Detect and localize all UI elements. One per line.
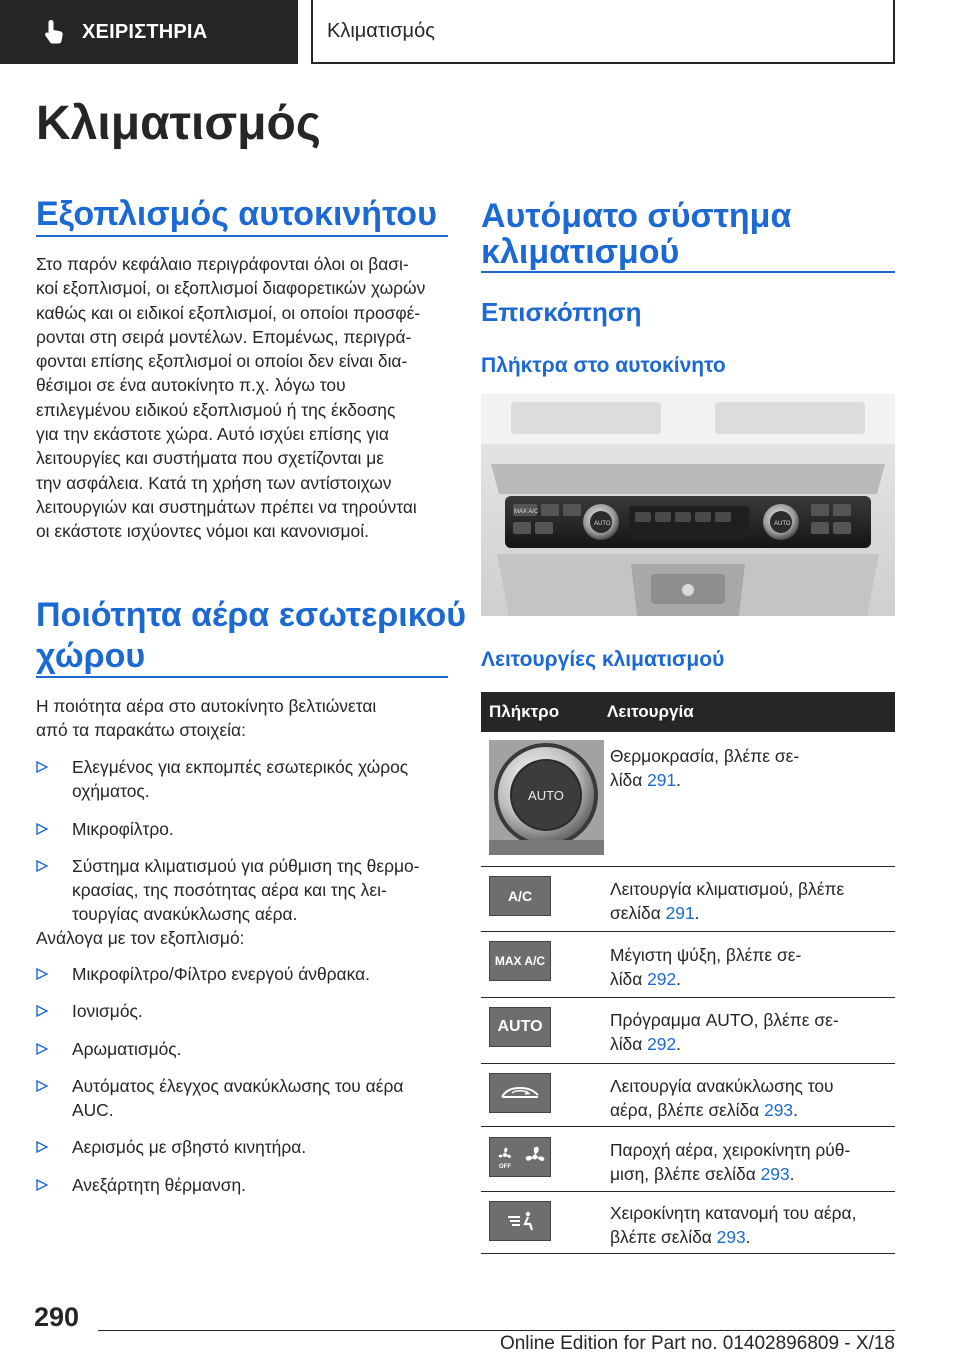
list-item-line: Αερισμός με σβηστό κινητήρα. <box>72 1137 307 1158</box>
table-header-key: Πλήκτρο <box>489 702 560 721</box>
description-suffix: . <box>676 1034 681 1055</box>
section-divider <box>36 676 448 678</box>
list-item <box>36 1173 456 1197</box>
triangle-bullet-icon <box>36 968 48 980</box>
list-item-line: Σύστημα κλιματισμού για ρύθμιση της θερμο- <box>72 855 420 876</box>
section-heading-auto-climate-2: κλιματισμού <box>481 233 680 271</box>
photo-auto-label-right: AUTO <box>774 521 791 527</box>
table-row <box>481 932 895 998</box>
description-line: Πρόγραμμα AUTO, βλέπε σε- <box>610 1010 839 1030</box>
auto-button-icon <box>489 1007 551 1047</box>
list-item <box>36 1037 456 1061</box>
list-item-line: οχήματος. <box>72 781 150 802</box>
description-line <box>610 1162 895 1186</box>
paragraph-line: λειτουργίες και συστήματα που σχετίζονται με <box>36 448 384 469</box>
paragraph-line: φονται επίσης εξοπλισμοί οι οποίοι δεν είναι δια- <box>36 351 408 372</box>
ac-button-icon <box>489 876 551 916</box>
triangle-bullet-icon <box>36 823 48 835</box>
description-text: λίδα <box>610 770 648 791</box>
list-item <box>36 1074 456 1123</box>
description-suffix: . <box>745 1227 751 1248</box>
description-line: Λειτουργία κλιματισμού, βλέπε <box>610 879 845 899</box>
paragraph-line: την ασφάλεια. Κατά τη χρήση των αντίστοιχων <box>36 472 392 493</box>
triangle-bullet-icon <box>36 1005 48 1017</box>
optional-list <box>36 962 456 1210</box>
table-row <box>481 1192 895 1254</box>
list-item-line: Ελεγμένος για εκπομπές εσωτερικός χώρος <box>72 757 409 777</box>
triangle-bullet-icon <box>36 1179 48 1191</box>
list-item-line: κρασίας, της ποσότητας αέρα και της λει- <box>72 880 387 901</box>
page-link[interactable]: 292 <box>647 969 677 990</box>
page-link[interactable]: 291 <box>647 770 677 791</box>
paragraph-line: επιλεγμένου ειδικού εξοπλισμού ή της έκδοσης <box>36 399 396 420</box>
photo-max-ac-label: MAX A/C <box>514 509 539 515</box>
function-description <box>610 943 895 992</box>
photo-auto-label-left: AUTO <box>594 521 611 527</box>
functions-heading: Λειτουργίες κλιματισμού <box>481 648 725 671</box>
description-text: μιση, βλέπε σελίδα <box>610 1164 761 1185</box>
description-suffix: . <box>676 969 681 990</box>
max-ac-button-label: MAX A/C <box>494 954 546 968</box>
section-heading-equipment: Εξοπλισμός αυτοκινήτου <box>36 195 437 233</box>
triangle-bullet-icon <box>36 761 48 773</box>
fan-off-label: OFF <box>499 1164 511 1170</box>
description-text: βλέπε σελίδα <box>610 1227 717 1248</box>
breadcrumb-text: Κλιματισμός <box>327 20 435 42</box>
description-line <box>610 1098 895 1122</box>
climate-panel-illustration <box>481 394 895 616</box>
page-link[interactable]: 293 <box>716 1227 746 1248</box>
air-quality-list <box>36 755 456 940</box>
max-ac-button-icon <box>489 941 551 981</box>
description-line: Θερμοκρασία, βλέπε σε- <box>610 746 800 766</box>
triangle-bullet-icon <box>36 1141 48 1153</box>
auto-button-label: AUTO <box>497 1018 543 1035</box>
description-line: Λειτουργία ανακύκλωσης του <box>610 1076 834 1096</box>
section-divider <box>36 235 448 237</box>
section-heading-auto-climate-1: Αυτόματο σύστημα <box>481 197 792 235</box>
description-text: λίδα <box>610 1034 648 1055</box>
table-row <box>481 998 895 1064</box>
section-divider <box>481 271 895 273</box>
list-item-line: Μικροφίλτρο. <box>72 818 174 839</box>
optional-intro: Ανάλογα με τον εξοπλισμό: <box>36 928 245 948</box>
description-line <box>610 1032 895 1056</box>
auto-knob-label: AUTO <box>528 788 564 803</box>
list-item <box>36 755 456 804</box>
table-header <box>481 692 895 732</box>
paragraph-line: καθώς και οι ειδικοί εξοπλισμοί, οι οποίοι προσφέ- <box>36 302 421 323</box>
list-item-line: Ιονισμός. <box>72 1001 143 1022</box>
table-row <box>481 732 895 867</box>
header-section-tab[interactable] <box>0 0 298 64</box>
intro-line: Η ποιότητα αέρα στο αυτοκίνητο βελτιώνεται <box>36 696 377 716</box>
climate-panel-photo <box>481 394 895 616</box>
buttons-heading: Πλήκτρα στο αυτοκίνητο <box>481 354 726 377</box>
page-link[interactable]: 293 <box>760 1164 790 1185</box>
edition-footer: Online Edition for Part no. 01402896809 - X/18 <box>499 1333 895 1354</box>
fan-large-icon <box>522 1144 548 1170</box>
paragraph-line: οι εκάστοτε ισχύοντες νόμοι και κανονισμοί. <box>36 521 369 542</box>
footer-divider <box>98 1330 895 1331</box>
section-heading-air-quality-1: Ποιότητα αέρα εσωτερικού <box>36 596 467 634</box>
page-link[interactable]: 293 <box>764 1100 794 1121</box>
list-item <box>36 962 456 986</box>
equipment-paragraph <box>36 252 456 544</box>
fan-speed-icon <box>489 1137 551 1177</box>
page-number: 290 <box>34 1302 80 1332</box>
paragraph-line: κοί εξοπλισμοί, οι εξοπλισμοί διαφορετικών χωρών <box>36 278 426 299</box>
description-suffix: . <box>793 1100 798 1121</box>
description-suffix: . <box>676 770 681 791</box>
function-description <box>610 1074 895 1123</box>
list-item <box>36 1135 456 1159</box>
list-item-line: Αυτόματος έλεγχος ανακύκλωσης του αέρα <box>72 1075 404 1096</box>
recirculation-icon <box>489 1073 551 1113</box>
table-row <box>481 867 895 932</box>
auto-knob-icon <box>489 740 604 860</box>
description-text: σελίδα <box>610 903 666 924</box>
description-line <box>610 1225 895 1249</box>
list-item-line: AUC. <box>72 1100 114 1121</box>
air-quality-intro <box>36 694 456 743</box>
description-line <box>610 768 895 792</box>
paragraph-line: θέσιμοι σε ένα αυτοκίνητο π.χ. λόγω του <box>36 375 346 396</box>
list-item <box>36 999 456 1023</box>
header-tab-label: ΧΕΙΡΙΣΤΗΡΙΑ <box>82 20 208 43</box>
description-line: Μέγιστη ψύξη, βλέπε σε- <box>610 945 802 965</box>
function-description <box>610 877 895 926</box>
paragraph-line: ρονται στη σειρά μοντέλων. Επομένως, περιγρά- <box>36 326 412 347</box>
overview-heading: Επισκόπηση <box>481 297 642 327</box>
triangle-bullet-icon <box>36 1043 48 1055</box>
paragraph-line: λειτουργιών και συστημάτων πρέπει να τηρούνται <box>36 496 417 517</box>
description-line <box>610 901 895 925</box>
section-heading-air-quality-2: χώρου <box>36 637 146 675</box>
description-suffix: . <box>694 903 700 924</box>
description-line: Παροχή αέρα, χειροκίνητη ρύθ- <box>610 1140 851 1160</box>
fan-small-icon <box>492 1144 518 1170</box>
intro-line: από τα παρακάτω στοιχεία: <box>36 720 246 741</box>
page-link[interactable]: 291 <box>665 903 695 924</box>
description-text: αέρα, βλέπε σελίδα <box>610 1100 765 1121</box>
description-line: Χειροκίνητη κατανομή του αέρα, <box>610 1203 857 1223</box>
breadcrumb <box>311 0 895 64</box>
table-row <box>481 1127 895 1192</box>
function-description <box>610 744 895 793</box>
table-header-function: Λειτουργία <box>607 702 694 721</box>
list-item-line: τουργίας ανακύκλωσης αέρα. <box>72 904 298 925</box>
triangle-bullet-icon <box>36 1080 48 1092</box>
description-text: λίδα <box>610 969 648 990</box>
triangle-bullet-icon <box>36 860 48 872</box>
function-description <box>610 1008 895 1057</box>
page-link[interactable]: 292 <box>647 1034 677 1055</box>
description-line <box>610 967 895 991</box>
function-description <box>610 1138 895 1187</box>
paragraph-line: για την εκάστοτε χώρα. Αυτό ισχύει επίσης για <box>36 424 389 445</box>
list-item <box>36 854 456 927</box>
paragraph-line: Στο παρόν κεφάλαιο περιγράφονται όλοι οι βασι- <box>36 254 409 274</box>
description-suffix: . <box>789 1164 795 1185</box>
page-title: Κλιματισμός <box>36 97 321 150</box>
list-item-line: Αρωματισμός. <box>72 1038 182 1059</box>
list-item <box>36 817 456 841</box>
list-item-line: Μικροφίλτρο/Φίλτρο ενεργού άνθρακα. <box>72 964 370 984</box>
functions-table <box>481 692 895 1254</box>
list-item-line: Ανεξάρτητη θέρμανση. <box>72 1174 246 1195</box>
ac-button-label: A/C <box>507 888 533 904</box>
table-row <box>481 1064 895 1127</box>
hand-pointer-icon <box>40 17 70 47</box>
air-distribution-icon <box>489 1201 551 1241</box>
function-description <box>610 1201 895 1250</box>
